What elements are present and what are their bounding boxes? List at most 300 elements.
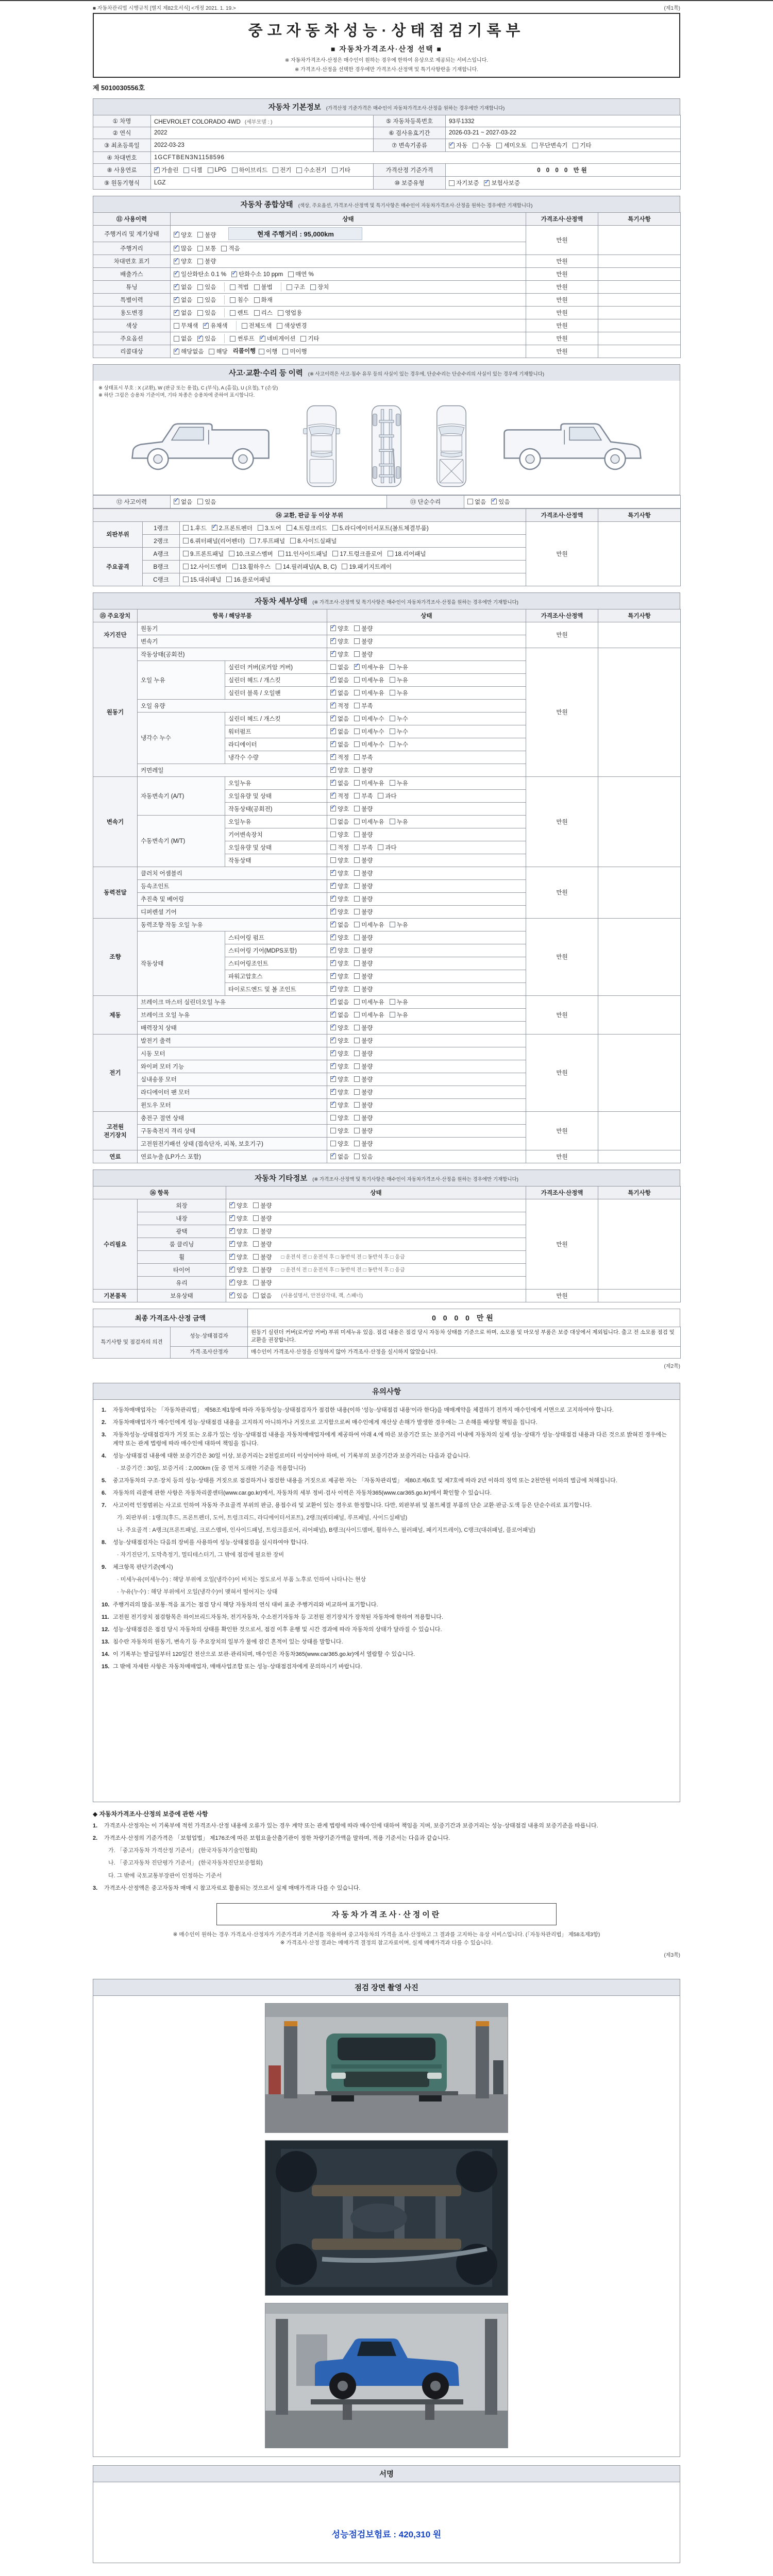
state-cell — [327, 738, 526, 751]
price-notice-list — [93, 1822, 680, 1892]
checkbox-양호 — [330, 882, 349, 890]
checkbox-box — [273, 167, 278, 173]
device-name-cell: 연료 — [93, 1150, 138, 1163]
checkbox-누수 — [390, 715, 408, 723]
checkbox-자동 — [449, 141, 467, 149]
diagram-legend — [98, 385, 675, 400]
checkbox-미세누유 — [354, 1011, 384, 1019]
table-row — [93, 164, 681, 177]
warranty-options — [446, 177, 681, 190]
checkbox-없음 — [174, 283, 192, 291]
notice-item — [102, 1418, 671, 1427]
final-appraisal-row — [93, 1309, 680, 1327]
state-cell — [327, 776, 526, 789]
checkbox-box — [197, 297, 203, 303]
checkbox-box — [259, 349, 264, 354]
checkbox-탄화수소 10 ppm — [231, 270, 283, 278]
final-unit: 만원 — [476, 1313, 496, 1322]
checkbox-없음 — [330, 998, 349, 1006]
note-cell — [598, 319, 681, 332]
section-basic-info — [93, 98, 680, 115]
part-cell: 오일유량 및 상태 — [225, 841, 327, 854]
checkbox-불량 — [354, 985, 373, 993]
checkbox-box — [330, 909, 336, 914]
state-cell — [171, 242, 526, 255]
checkbox-box — [330, 728, 336, 734]
notice-item — [102, 1477, 671, 1485]
checkbox-미세누수 — [354, 740, 384, 749]
checkbox-box — [230, 284, 236, 290]
checkbox-label: 16.플로어패널 — [233, 577, 271, 583]
checkbox-label: 누유 — [396, 999, 408, 1006]
checkbox-label: 자기보증 — [456, 180, 479, 187]
checkbox-box — [229, 1228, 235, 1234]
checkbox-box — [378, 844, 383, 850]
checkbox-불량 — [197, 231, 216, 239]
item-cell: 브레이크 오일 누유 — [138, 1008, 327, 1021]
checkbox-5.라디에이터서포트(볼트체결부품) — [332, 524, 429, 532]
notice-text: 성능·상태점검 내용에 대한 보증기간은 30일 이상, 보증거리는 2천킬로미터 이상이어야 하며, 이 기록부의 보증기간과 보증거리는 다음과 같습니다. — [113, 1452, 470, 1459]
checkbox-label: 15.대쉬패널 — [190, 577, 222, 583]
checkbox-box — [390, 664, 395, 670]
table-header-row — [93, 609, 681, 622]
checkbox-group — [229, 1214, 277, 1223]
checkbox-box — [354, 754, 360, 760]
checkbox-box — [330, 1012, 336, 1018]
panel-group-label: 외판부위 — [93, 521, 143, 547]
checkbox-group — [330, 1126, 378, 1136]
checkbox-label: 양호 — [338, 1089, 349, 1096]
checkbox-box — [390, 728, 395, 734]
checkbox-리스 — [254, 309, 273, 317]
checkbox-group — [330, 637, 378, 646]
page-marker-3: (제3쪽) — [664, 1953, 680, 1959]
checkbox-label: 양호 — [338, 1076, 349, 1083]
note-cell — [598, 1111, 681, 1150]
col-device: ⑮ 주요장치 — [93, 609, 138, 622]
state-cell — [327, 1008, 526, 1021]
state-cell — [171, 307, 526, 319]
sub-items: (사용설명서, 안전삼각대, 잭, 스패너) — [281, 1293, 363, 1299]
state-cell — [171, 281, 526, 294]
price-cell: 만원 — [526, 776, 598, 867]
checkbox-양호 — [330, 959, 349, 968]
page-marker-2: (제2쪽) — [664, 1363, 680, 1369]
state-cell — [327, 673, 526, 686]
item-cell: 냉각수 누수 — [138, 712, 225, 764]
notice-list — [93, 1400, 680, 1802]
checkbox-label: 1.후드 — [190, 525, 207, 532]
checkbox-없음 — [174, 498, 192, 506]
checkbox-label: 불량 — [361, 1063, 373, 1070]
checkbox-label: 없음 — [338, 741, 349, 748]
checkbox-없음 — [467, 498, 486, 506]
part-cell: 실린더 헤드 / 개스킷 — [225, 712, 327, 725]
checkbox-label: 양호 — [338, 806, 349, 812]
checkbox-group — [330, 933, 378, 942]
checkbox-group — [224, 308, 307, 317]
checkbox-box — [197, 284, 203, 290]
checkbox-불량 — [354, 1101, 373, 1109]
checkbox-없음 — [174, 334, 192, 343]
checkbox-label: 이행 — [266, 349, 278, 355]
checkbox-box — [342, 564, 347, 569]
checkbox-해당 — [209, 347, 227, 355]
checkbox-box — [473, 143, 478, 148]
table-row — [93, 521, 681, 534]
checkbox-label: 적정 — [338, 844, 349, 851]
notice-subitem: 가. 「중고자동차 가격산정 기준서」 (한국자동차기술인협회) — [108, 1848, 258, 1854]
checkbox-box — [354, 883, 360, 889]
checkbox-box — [330, 1063, 336, 1069]
checkbox-label: 해당 — [216, 349, 228, 355]
checkbox-box — [229, 1280, 235, 1285]
checkbox-box — [183, 167, 189, 173]
checkbox-양호 — [229, 1266, 248, 1274]
checkbox-label: 있음 — [361, 1154, 373, 1160]
base-price-amount: 0 0 0 0 — [537, 167, 570, 174]
checkbox-썬루프 — [230, 334, 254, 343]
checkbox-label: 양호 — [338, 896, 349, 903]
checkbox-label: 불량 — [205, 259, 216, 265]
checkbox-label: 불량 — [260, 1215, 272, 1222]
checkbox-box — [253, 1202, 259, 1208]
checkbox-box — [354, 638, 360, 644]
checkbox-box — [209, 349, 214, 354]
checkbox-label: LPG — [214, 167, 227, 173]
notice-item — [93, 1884, 680, 1893]
checkbox-box — [296, 167, 302, 173]
checkbox-label: 6.쿼터패널(리어펜더) — [190, 538, 245, 545]
base-price-value — [446, 164, 681, 177]
state-cell — [226, 1199, 526, 1212]
note-cell — [598, 1199, 681, 1289]
base-price-unit: 만원 — [573, 167, 589, 174]
checkbox-양호 — [229, 1201, 248, 1210]
checkbox-양호 — [330, 1049, 349, 1058]
checkbox-group — [467, 497, 515, 506]
checkbox-label: 양호 — [237, 1202, 248, 1209]
checkbox-매연 % — [288, 270, 314, 278]
checkbox-box — [332, 525, 338, 531]
checkbox-label: 많음 — [181, 246, 193, 252]
price-notice-heading: ◆ 자동차가격조사·산정의 보증에 관한 사항 — [93, 1810, 208, 1818]
state-cell — [327, 699, 526, 712]
checkbox-box — [330, 806, 336, 811]
checkbox-18.리어패널 — [388, 550, 426, 558]
checkbox-box — [330, 1076, 336, 1082]
state-cell — [327, 1047, 526, 1060]
checkbox-group — [174, 321, 233, 330]
checkbox-box — [330, 780, 336, 786]
checkbox-label: 있음 — [205, 336, 216, 342]
checkbox-불량 — [354, 1024, 373, 1032]
checkbox-group — [330, 778, 413, 788]
checkbox-label: 불법 — [261, 284, 273, 291]
notice-text: 가격조사·산정액은 중고자동차 매매 시 참고자료로 활용되는 것으로서 실제 매매가격과 다를 수 있습니다. — [104, 1885, 361, 1891]
item-cell: 실내송풍 모터 — [138, 1073, 327, 1086]
checkbox-label: 일산화탄소 0.1 % — [181, 272, 227, 278]
checkbox-box — [330, 1038, 336, 1043]
checkbox-없음 — [330, 689, 349, 697]
checkbox-없음 — [330, 1011, 349, 1019]
item-cell: 작동상태(공회전) — [138, 648, 327, 660]
accident-history-label: ⑫ 사고이력 — [93, 495, 171, 508]
checkbox-label: 누유 — [396, 690, 408, 697]
state-cell — [327, 918, 526, 931]
col-usage-history: ⑪ 사용이력 — [93, 213, 171, 226]
part-cell: 스티어링조인트 — [225, 957, 327, 970]
checkbox-box — [354, 690, 360, 696]
notice-subitem: · 보증기간 : 30일, 보증거리 : 2,000km (둘 중 먼저 도래한 기준을 적용합니다) — [117, 1465, 306, 1471]
appraiser-role-label: 가격·조사산정자 — [171, 1347, 248, 1359]
checkbox-box — [532, 143, 537, 148]
insurance-premium-value: 420,310 원 — [398, 2530, 442, 2540]
checkbox-미세누유 — [354, 676, 384, 684]
checkbox-group — [174, 497, 221, 506]
section-accident-title: 사고·교환·수리 등 이력 — [228, 369, 303, 378]
checkbox-box — [229, 551, 234, 556]
notice-title: 유의사항 — [93, 1383, 680, 1400]
etc-item-label: 타이어 — [138, 1263, 226, 1276]
checkbox-box — [278, 310, 283, 316]
rank-items — [180, 560, 526, 573]
price-cell: 만원 — [526, 319, 598, 332]
checkbox-label: 양호 — [338, 638, 349, 645]
checkbox-무채색 — [174, 321, 198, 330]
checkbox-일산화탄소 0.1 % — [174, 270, 226, 278]
notice-subitem: 다. 그 밖에 국토교통부장관이 인정하는 기준서 — [108, 1872, 222, 1879]
checkbox-box — [197, 259, 203, 264]
checkbox-세미오토 — [496, 141, 526, 149]
checkbox-box — [253, 1228, 259, 1234]
checkbox-불량 — [354, 869, 373, 877]
checkbox-없음 — [330, 663, 349, 671]
checkbox-label: 기타 — [339, 167, 350, 174]
checkbox-양호 — [330, 985, 349, 993]
checkbox-box — [330, 844, 336, 850]
checkbox-label: 부족 — [361, 793, 373, 800]
checkbox-box — [197, 232, 203, 238]
checkbox-label: 가솔린 — [161, 167, 179, 174]
state-cell — [226, 1250, 526, 1263]
checkbox-box — [330, 986, 336, 992]
checkbox-label: 부족 — [361, 754, 373, 761]
checkbox-box — [242, 323, 247, 329]
checkbox-label: 없음 — [338, 922, 349, 928]
rank-label: 2랭크 — [143, 534, 180, 547]
price-cell: 만원 — [526, 345, 598, 358]
car-name: CHEVROLET COLORADO 4WD — [154, 118, 241, 125]
checkbox-label: 양호 — [338, 767, 349, 774]
checkbox-label: 양호 — [338, 651, 349, 658]
checkbox-box — [330, 767, 336, 773]
item-cell: 배력장치 상태 — [138, 1021, 327, 1034]
notice-number: 1. — [102, 1406, 107, 1413]
checkbox-기타 — [332, 166, 350, 174]
checkbox-label: 12.사이드멤버 — [190, 564, 227, 570]
checkbox-box — [330, 1025, 336, 1030]
checkbox-많음 — [174, 244, 192, 252]
checkbox-불량 — [354, 766, 373, 774]
checkbox-누유 — [390, 663, 408, 671]
checkbox-label: 있음 — [205, 297, 216, 303]
part-cell: 작동상태(공회전) — [225, 802, 327, 815]
checkbox-불량 — [354, 1140, 373, 1148]
part-cell: 오일누유 — [225, 776, 327, 789]
accident-history-options — [171, 495, 387, 508]
state-cell — [171, 226, 526, 242]
checkbox-label: 색상변경 — [284, 323, 307, 329]
notice-text: 자동차매매업자가 매수인에게 성능·상태점검 내용을 고지하지 아니하거나 거짓으로 고지함으로써 매수인에게 재산상 손해가 발생한 경우에는 그 손해를 배상할 책임을 집니다. — [113, 1419, 537, 1426]
checkbox-양호 — [229, 1227, 248, 1235]
checkbox-label: 7.루프패널 — [257, 538, 285, 545]
checkbox-box — [154, 167, 160, 173]
checkbox-영업용 — [278, 309, 302, 317]
checkbox-box — [229, 1202, 235, 1208]
checkbox-label: 누유 — [396, 780, 408, 787]
device-name-cell: 전기 — [93, 1034, 138, 1111]
checkbox-group — [330, 650, 378, 659]
state-cell — [327, 802, 526, 815]
part-cell: 스티어링 기어(MDPS포함) — [225, 944, 327, 957]
checkbox-box — [491, 499, 497, 504]
checkbox-양호 — [330, 856, 349, 865]
state-cell — [327, 944, 526, 957]
checkbox-label: 양호 — [338, 1102, 349, 1109]
item-cell: 원동기 — [138, 622, 327, 635]
checkbox-box — [354, 741, 360, 747]
group-label: 리콜이행 — [232, 348, 256, 355]
checkbox-미세누유 — [354, 998, 384, 1006]
checkbox-group — [330, 1100, 378, 1110]
checkbox-label: 양호 — [338, 909, 349, 916]
etc-item-label: 룸 클리닝 — [138, 1238, 226, 1250]
checkbox-미세누유 — [354, 818, 384, 826]
etc-item-label: 휠 — [138, 1250, 226, 1263]
item-cell: 변속기 — [138, 635, 327, 648]
checkbox-미세누유 — [354, 689, 384, 697]
table-row — [93, 1111, 681, 1124]
checkbox-label: 양호 — [181, 232, 193, 239]
note-cell — [598, 294, 681, 307]
checkbox-있음 — [197, 283, 216, 291]
checkbox-label: 미세누유 — [361, 922, 384, 928]
checkbox-box — [174, 272, 179, 277]
checkbox-group — [330, 830, 378, 839]
checkbox-누유 — [390, 779, 408, 787]
section-etc-note: (※ 가격조사·산정액 및 특기사항은 매수인이 자동차가격조사·산정을 원하는 경우에만 기재합니다) — [312, 1176, 518, 1182]
checkbox-누유 — [390, 818, 408, 826]
checkbox-box — [203, 323, 209, 329]
checkbox-group — [330, 701, 378, 710]
car-diagram-side-right — [497, 415, 648, 477]
checkbox-label: 양호 — [237, 1267, 248, 1274]
notice-subitem: 가. 외판부위 : 1랭크(후드, 프론트펜더, 도어, 트렁크리드, 라디에이터서포트), 2랭크(쿼터패널, 루프패널, 사이드실패널) — [117, 1515, 408, 1521]
state-cell — [327, 1021, 526, 1034]
note-cell — [598, 918, 681, 995]
checkbox-미세누유 — [354, 663, 384, 671]
checkbox-group — [330, 727, 413, 736]
checkbox-label: 없음 — [338, 716, 349, 722]
checkbox-양호 — [330, 650, 349, 658]
checkbox-group — [330, 663, 413, 672]
checkbox-미세누유 — [354, 779, 384, 787]
checkbox-기타 — [300, 334, 319, 343]
checkbox-label: 양호 — [338, 857, 349, 864]
checkbox-group — [229, 1252, 277, 1262]
item-cell: 고전원전기배선 상태 (접속단자, 피복, 보호기구) — [138, 1137, 327, 1150]
checkbox-label: 불량 — [361, 1050, 373, 1057]
state-cell — [327, 1124, 526, 1137]
checkbox-box — [354, 832, 360, 837]
checkbox-불량 — [354, 1127, 373, 1135]
checkbox-양호 — [229, 1253, 248, 1261]
col-appraisal: 가격조사·산정액 — [526, 213, 598, 226]
checkbox-box — [390, 819, 395, 824]
checkbox-불량 — [354, 946, 373, 955]
device-name-cell: 자기진단 — [93, 622, 138, 648]
state-cell — [327, 1086, 526, 1098]
checkbox-group — [330, 959, 378, 968]
notice-item — [102, 1538, 671, 1547]
checkbox-box — [354, 973, 360, 979]
checkbox-label: 불량 — [361, 870, 373, 877]
price-cell: 만원 — [526, 1111, 598, 1150]
checkbox-box — [253, 1241, 259, 1247]
checkbox-17.트렁크플로어 — [332, 550, 382, 558]
checkbox-불량 — [197, 257, 216, 265]
state-cell — [171, 255, 526, 268]
checkbox-group — [174, 282, 221, 292]
checkbox-box — [390, 999, 395, 1005]
checkbox-box — [330, 947, 336, 953]
part-cell: 기어변속장치 — [225, 828, 327, 841]
etc-item-label: 외장 — [138, 1199, 226, 1212]
note-cell — [598, 345, 681, 358]
notice-text: 이 기록부는 발급일부터 120일간 전산으로 보관·관리되며, 매수인은 자동차365(www.car365.go.kr)에서 열람할 수 있습니다. — [113, 1651, 415, 1657]
checkbox-box — [183, 564, 189, 569]
checkbox-group — [183, 549, 431, 558]
checkbox-양호 — [330, 1127, 349, 1135]
price-cell: 만원 — [526, 226, 598, 255]
checkbox-label: 적정 — [338, 793, 349, 800]
checkbox-양호 — [330, 624, 349, 633]
checkbox-group — [330, 1075, 378, 1084]
table-row — [93, 1150, 681, 1163]
col-remarks: 특기사항 — [598, 1186, 681, 1199]
checkbox-label: 양호 — [338, 832, 349, 838]
accident-flags-table — [93, 495, 681, 509]
appraiser-opinion-text: 매수인이 가격조사·산정을 신청하지 않아 가격조사·산정을 실시하지 않았습니다. — [248, 1347, 681, 1359]
table-row — [93, 495, 681, 508]
checkbox-양호 — [330, 946, 349, 955]
checkbox-box — [354, 922, 360, 927]
checkbox-label: 미세누유 — [361, 1012, 384, 1019]
checkbox-label: 부족 — [361, 844, 373, 851]
inspection-photo-front — [265, 2003, 508, 2133]
checkbox-양호 — [330, 1101, 349, 1109]
checkbox-label: 기타 — [580, 143, 592, 149]
notice-number: 5. — [102, 1478, 107, 1484]
usage-item-label: 특별이력 — [93, 294, 171, 307]
checkbox-3.도어 — [258, 524, 281, 532]
etc-group-label: 수리필요 — [93, 1199, 138, 1289]
col-remarks: 특기사항 — [598, 609, 681, 622]
etc-item-label: 유리 — [138, 1276, 226, 1289]
document — [93, 1, 680, 2576]
notice-item — [102, 1625, 671, 1634]
